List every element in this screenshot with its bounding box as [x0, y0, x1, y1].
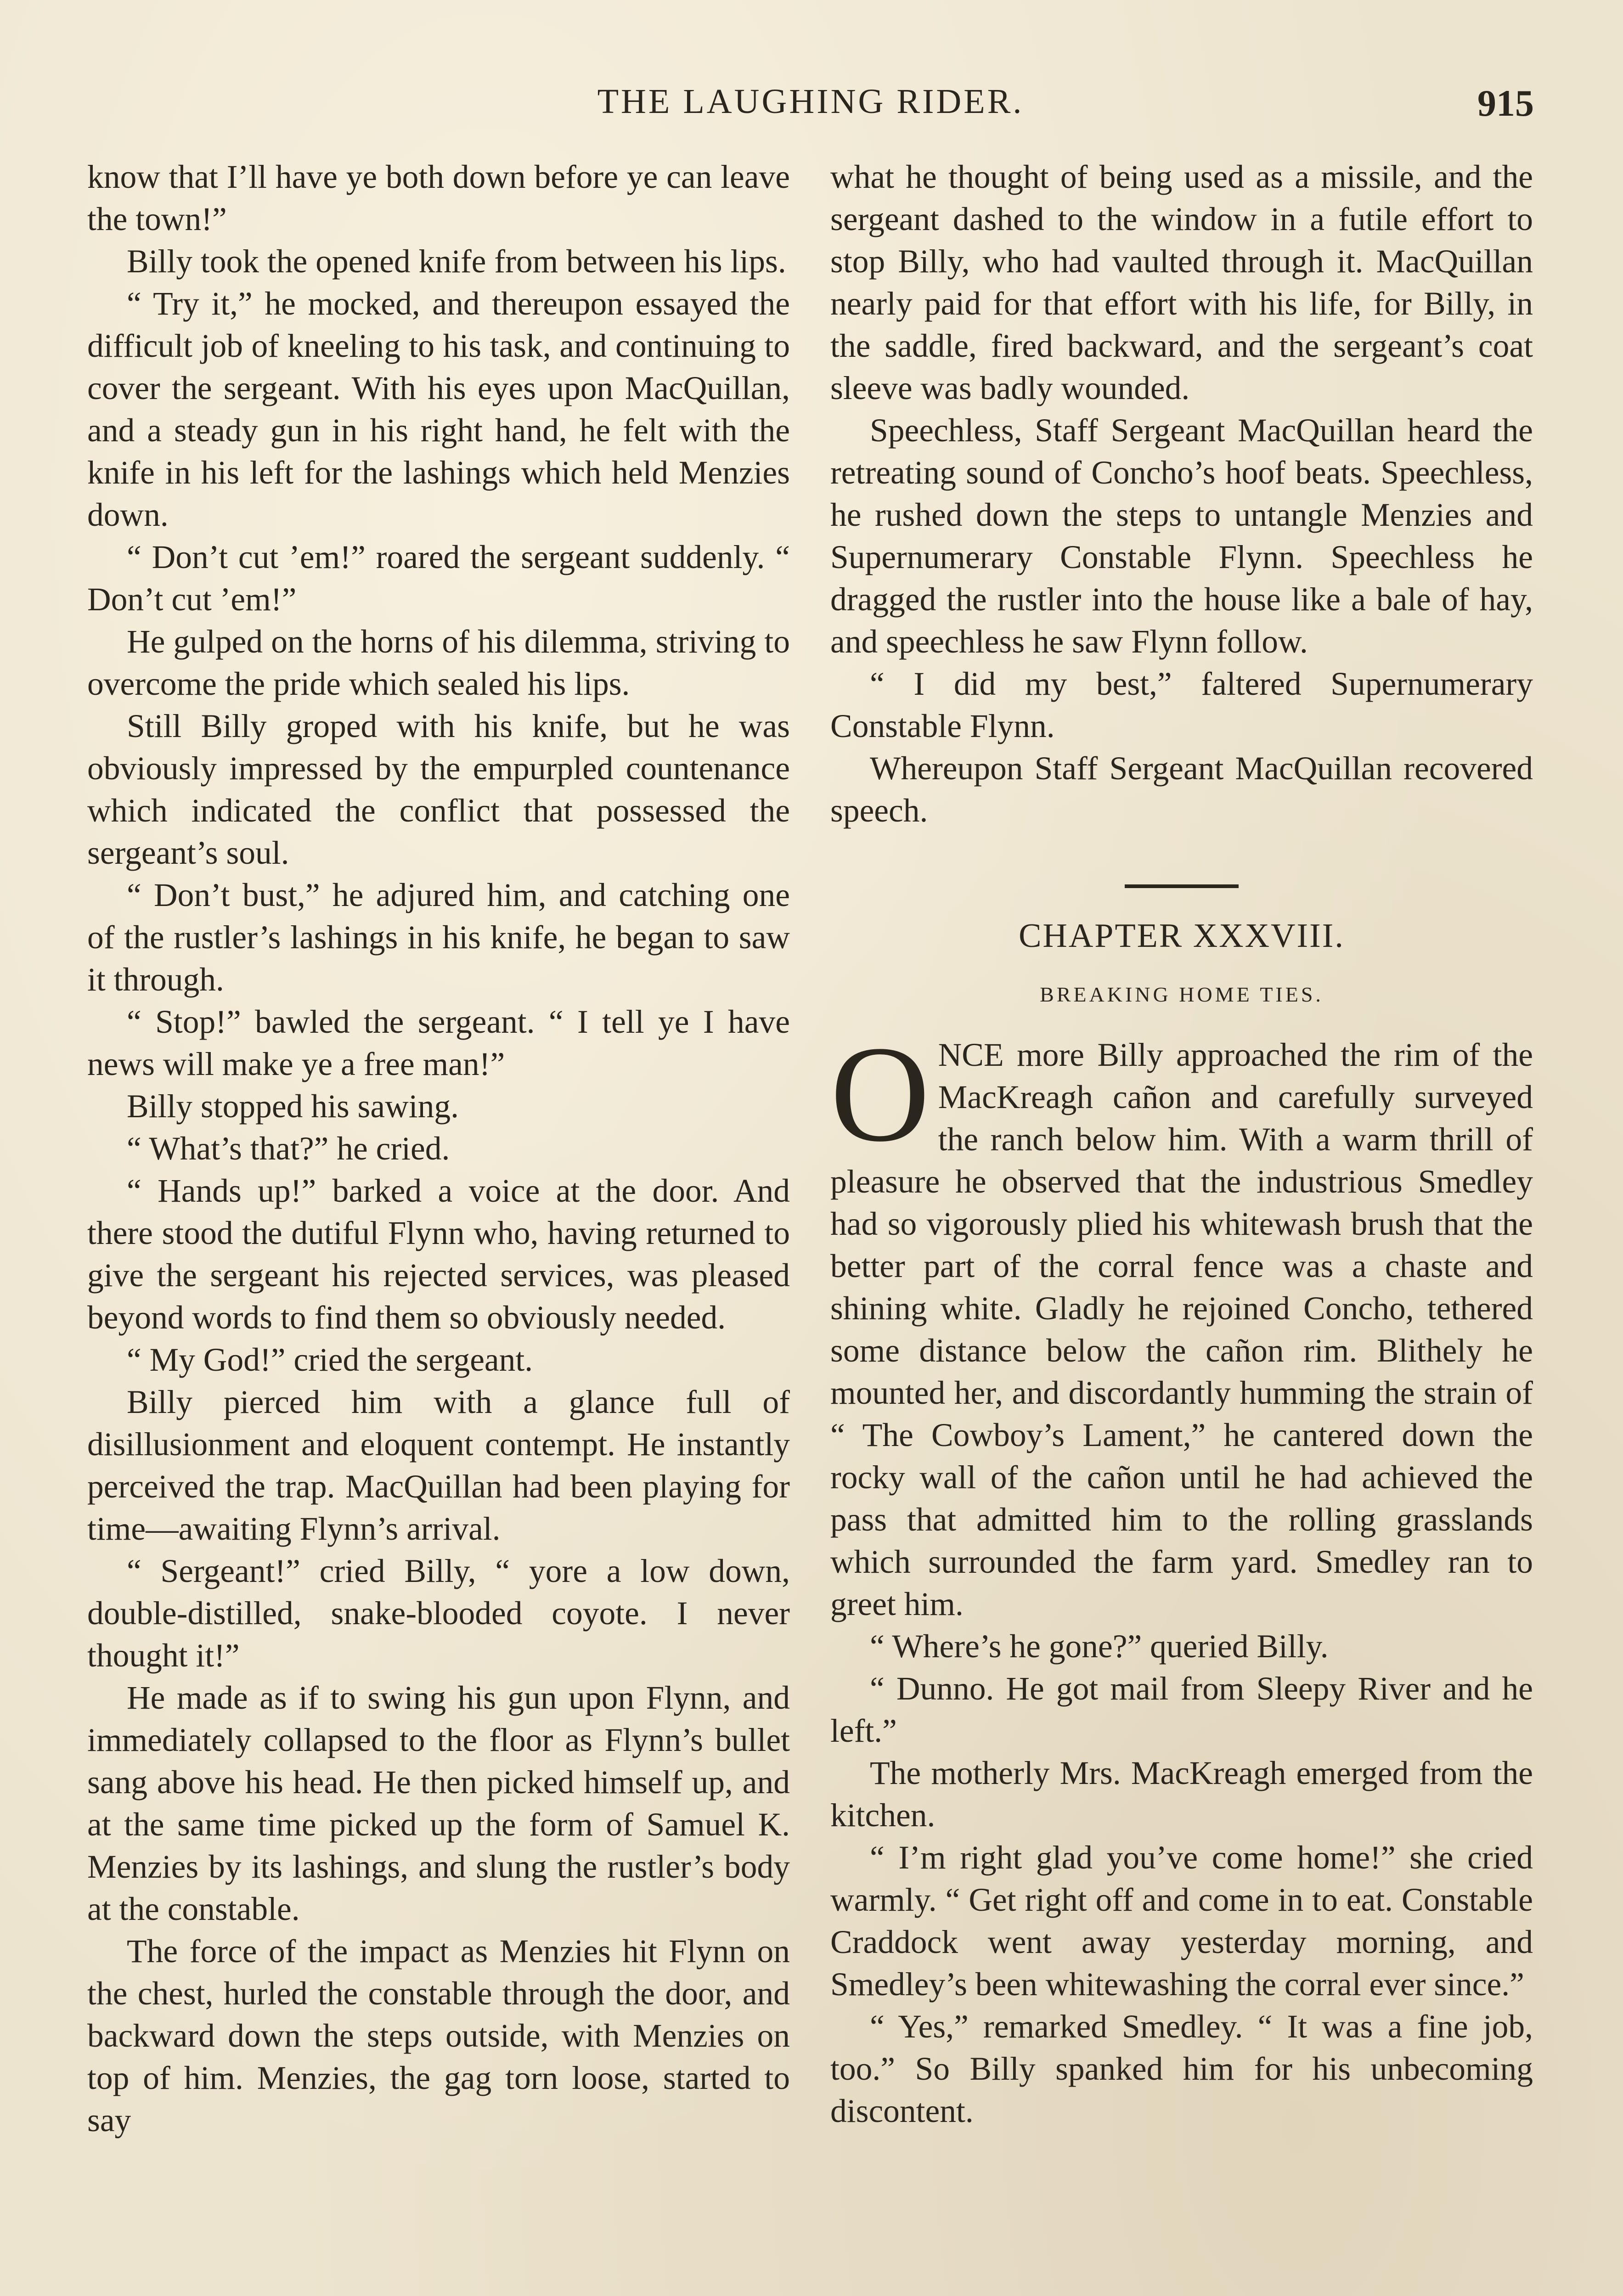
page-number: 915 — [1477, 82, 1534, 124]
right-column-bottom — [830, 1626, 1533, 2133]
paragraph: “ Dunno. He got mail from Sleepy River and he left.” — [830, 1671, 1533, 1749]
drop-cap: O — [830, 1018, 930, 1170]
paragraph: Billy stopped his sawing. — [127, 1088, 459, 1125]
paragraph: “ I’m right glad you’ve come home!” she cried warmly. “ Get right off and come in to eat. Constable Craddock went away yesterday morning, and Smedley’s been whitewashing the corral ever since.” — [830, 1840, 1533, 2003]
paragraph: “ Stop!” bawled the sergeant. “ I tell ye I have news will make ye a free man!” — [87, 1004, 790, 1082]
chapter-opening-paragraph — [830, 1018, 1533, 1626]
chapter-subtitle: BREAKING HOME TIES. — [1040, 983, 1324, 1006]
paragraph: The motherly Mrs. MacKreagh emerged from the kitchen. — [830, 1755, 1533, 1834]
paragraph: “ I did my best,” faltered Supernumerary Constable Flynn. — [830, 666, 1533, 744]
paragraph: what he thought of being used as a missile, and the sergeant dashed to the window in a futile effort to stop Billy, who had vaulted through it. MacQuillan nearly paid for that effort with his life, for Billy, in the saddle, fired backward, and the sergeant’s coat sleeve was badly wounded. — [830, 159, 1533, 406]
paragraph: Billy took the opened knife from between his lips. — [127, 243, 786, 280]
paragraph: Whereupon Staff Sergeant MacQuillan recovered speech. — [830, 750, 1533, 829]
paragraph: “ Sergeant!” cried Billy, “ yore a low down, double-distilled, snake-blooded coyote. I never thought it!” — [87, 1553, 790, 1674]
paragraph: “ Hands up!” barked a voice at the door. And there stood the dutiful Flynn who, having returned to give the sergeant his rejected services, was pleased beyond words to find them so obviously needed. — [87, 1173, 790, 1336]
paragraph: Speechless, Staff Sergeant MacQuillan heard the retreating sound of Concho’s hoof beats. Speechless, he rushed down the steps to untangle Menzies and Supernumerary Constable Flynn. Speechless he dragged the rustler into the house like a bale of hay, and speechless he saw Flynn follow. — [830, 412, 1533, 660]
paragraph: “ Don’t bust,” he adjured him, and catching one of the rustler’s lashings in his knife, he began to saw it through. — [87, 877, 790, 998]
paragraph: “ Yes,” remarked Smedley. “ It was a fine job, too.” So Billy spanked him for his unbecoming discontent. — [830, 2009, 1533, 2129]
chapter-title: CHAPTER XXXVIII. — [1019, 917, 1345, 955]
paragraph: “ Don’t cut ’em!” roared the sergeant suddenly. “ Don’t cut ’em!” — [87, 539, 790, 618]
paragraph: “ Where’s he gone?” queried Billy. — [870, 1628, 1329, 1665]
running-title: THE LAUGHING RIDER. — [597, 82, 1024, 121]
left-column — [87, 156, 790, 2142]
paragraph: Still Billy groped with his knife, but he was obviously impressed by the empurpled countenance which indicated the conflict that possessed the sergeant’s soul. — [87, 708, 790, 871]
paragraph: “ What’s that?” he cried. — [127, 1131, 450, 1167]
paragraph: “ My God!” cried the sergeant. — [127, 1342, 533, 1378]
paragraph: “ Try it,” he mocked, and thereupon essayed the difficult job of kneeling to his task, and continuing to cover the sergeant. With his eyes upon MacQuillan, and a steady gun in his right hand, he felt with the knife in his left for the lashings which held Menzies down. — [87, 286, 790, 533]
opening-paragraph-text: NCE more Billy approached the rim of the MacKreagh cañon and carefully surveyed the ranch below him. With a warm thrill of pleasure he observed that the industrious Smedley had so vigorously plied his whitewash brush that the better part of the corral fence was a chaste and shining white. Gladly he rejoined Concho, tethered some distance below the cañon rim. Blithely he mounted her, and discordantly humming the strain of “ The Cowboy’s Lament,” he cantered down the rocky wall of the cañon until he had achieved the pass that admitted him to the rolling grasslands which surrounded the farm yard. Smedley ran to greet him. — [830, 1037, 1533, 1622]
page-header — [87, 82, 1534, 132]
paragraph: The force of the impact as Menzies hit Flynn on the chest, hurled the constable through the door, and backward down the steps outside, with Menzies on top of him. Menzies, the gag torn loose, started to say — [87, 1933, 790, 2138]
right-column-top — [830, 156, 1533, 832]
section-divider — [1125, 884, 1239, 888]
paragraph: He gulped on the horns of his dilemma, striving to overcome the pride which sealed his lips. — [87, 624, 790, 702]
paragraph: He made as if to swing his gun upon Flynn, and immediately collapsed to the floor as Flynn’s bullet sang above his head. He then picked himself up, and at the same time picked up the form of Samuel K. Menzies by its lashings, and slung the rustler’s body at the constable. — [87, 1680, 790, 1927]
right-column — [830, 156, 1533, 2133]
paragraph: Billy pierced him with a glance full of disillusionment and eloquent contempt. He instantly perceived the trap. MacQuillan had been playing for time—awaiting Flynn’s arrival. — [87, 1384, 790, 1547]
paragraph: know that I’ll have ye both down before ye can leave the town!” — [87, 159, 790, 237]
